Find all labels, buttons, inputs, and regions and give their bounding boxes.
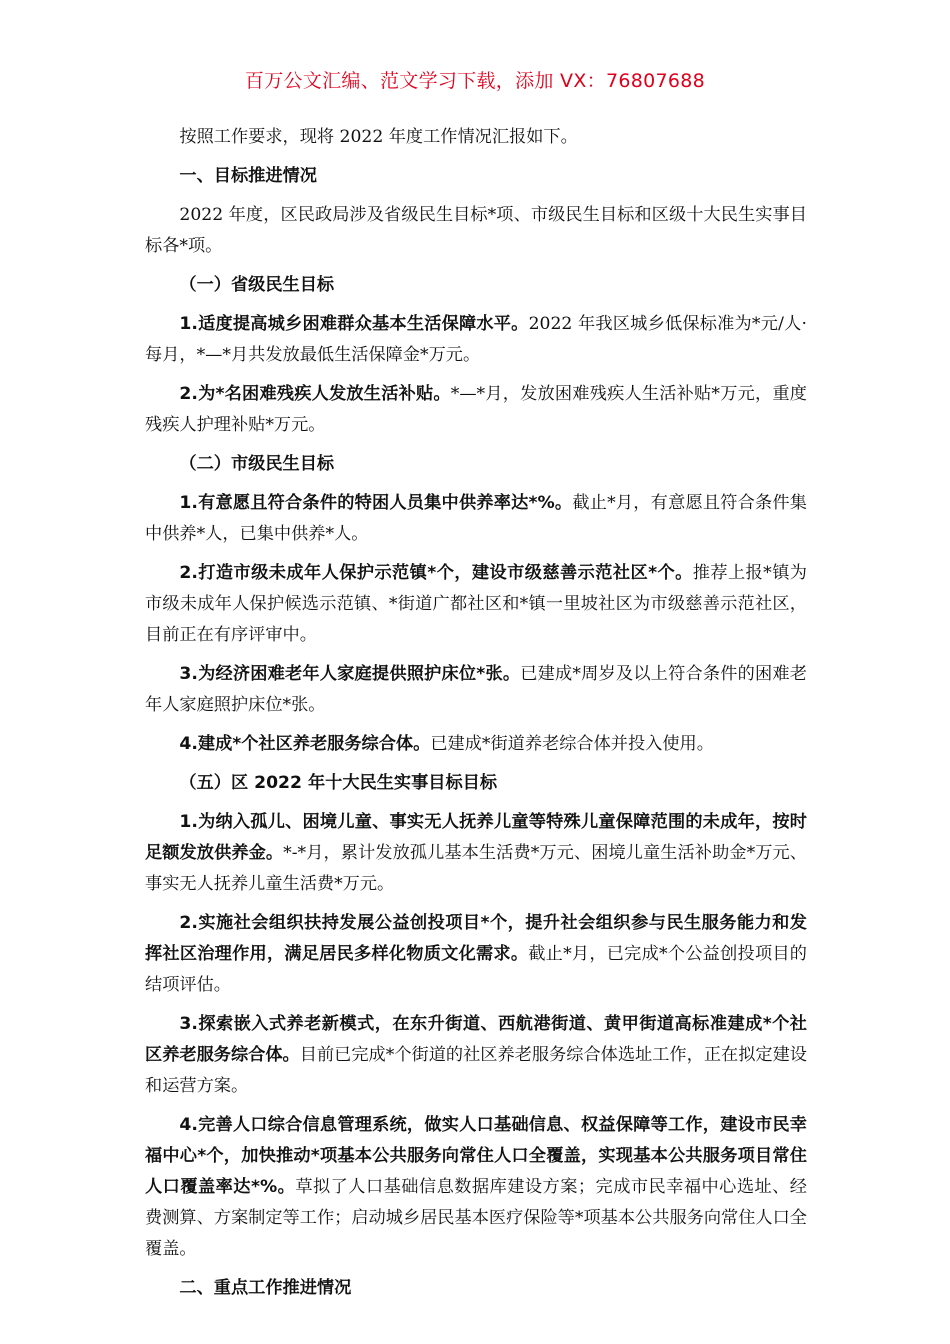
section-1-heading: 一、目标推进情况 — [179, 166, 317, 186]
municipal-item-2 — [145, 558, 807, 651]
item-text: 截止*月，有意愿且符合条件集中供养*人，已集中供养*人。 — [145, 493, 807, 544]
item-text: *-*月，累计发放孤儿基本生活费*万元、困境儿童生活补助金*万元、事实无人抚养儿童生活费*万元。 — [145, 843, 807, 894]
document-body — [145, 122, 807, 1312]
section-1-summary: 2022 年度，区民政局涉及省级民生目标*项、市级民生目标和区级十大民生实事目标各*项。 — [145, 205, 807, 256]
municipal-item-1 — [145, 488, 807, 550]
item-bold: 4.建成*个社区养老服务综合体。 — [179, 734, 431, 754]
provincial-item-2 — [145, 379, 807, 441]
district-item-1 — [145, 807, 807, 900]
item-text: 草拟了人口基础信息数据库建设方案；完成市民幸福中心选址、经费测算、方案制定等工作；启动城乡居民基本医疗保险等*项基本公共服务向常住人口全覆盖。 — [145, 1177, 807, 1259]
item-bold: 3.探索嵌入式养老新模式，在东升街道、西航港街道、黄甲街道高标准建成*个社区养老服务综合体。 — [145, 1014, 807, 1065]
provincial-goals-heading: （一）省级民生目标 — [179, 275, 335, 295]
municipal-goals-heading: （二）市级民生目标 — [179, 454, 335, 474]
item-bold: 1.为纳入孤儿、困境儿童、事实无人抚养儿童等特殊儿童保障范围的未成年，按时足额发放供养金。 — [145, 812, 807, 863]
item-bold: 4.完善人口综合信息管理系统，做实人口基础信息、权益保障等工作，建设市民幸福中心*个，加快推动*项基本公共服务向常住人口全覆盖，实现基本公共服务项目常住人口覆盖率达*%。 — [145, 1115, 807, 1197]
watermark-banner: 百万公文汇编、范文学习下载，添加 VX：76807688 — [244, 70, 706, 92]
item-bold: 2.打造市级未成年人保护示范镇*个，建设市级慈善示范社区*个。 — [179, 563, 693, 583]
district-item-3 — [145, 1009, 807, 1102]
provincial-item-1 — [145, 309, 807, 371]
item-bold: 3.为经济困难老年人家庭提供照护床位*张。 — [179, 664, 521, 684]
item-text: 截止*月，已完成*个公益创投项目的结项评估。 — [145, 944, 807, 995]
district-goals-heading: （五）区 2022 年十大民生实事目标目标 — [179, 773, 498, 793]
intro-paragraph: 按照工作要求，现将 2022 年度工作情况汇报如下。 — [179, 127, 578, 147]
item-bold: 1.有意愿且符合条件的特困人员集中供养率达*%。 — [179, 493, 573, 513]
item-text: *—*月，发放困难残疾人生活补贴*万元，重度残疾人护理补贴*万元。 — [145, 384, 807, 435]
item-text: 已建成*周岁及以上符合条件的困难老年人家庭照护床位*张。 — [145, 664, 807, 715]
item-text: 2022 年我区城乡低保标准为*元/人·每月，*—*月共发放最低生活保障金*万元。 — [145, 314, 807, 365]
item-bold: 2.为*名困难残疾人发放生活补贴。 — [179, 384, 451, 404]
municipal-item-3 — [145, 659, 807, 721]
item-text: 目前已完成*个街道的社区养老服务综合体选址工作，正在拟定建设和运营方案。 — [145, 1045, 807, 1096]
municipal-item-4 — [145, 729, 807, 760]
item-text: 推荐上报*镇为市级未成年人保护候选示范镇、*街道广都社区和*镇一里坡社区为市级慈善示范社区，目前正在有序评审中。 — [145, 563, 807, 645]
item-bold: 2.实施社会组织扶持发展公益创投项目*个，提升社会组织参与民生服务能力和发挥社区治理作用，满足居民多样化物质文化需求。 — [145, 913, 807, 964]
item-text: 已建成*街道养老综合体并投入使用。 — [430, 734, 714, 754]
district-item-2 — [145, 908, 807, 1001]
item-bold: 1.适度提高城乡困难群众基本生活保障水平。 — [179, 314, 529, 334]
district-item-4 — [145, 1110, 807, 1265]
section-2-heading: 二、重点工作推进情况 — [179, 1278, 352, 1298]
